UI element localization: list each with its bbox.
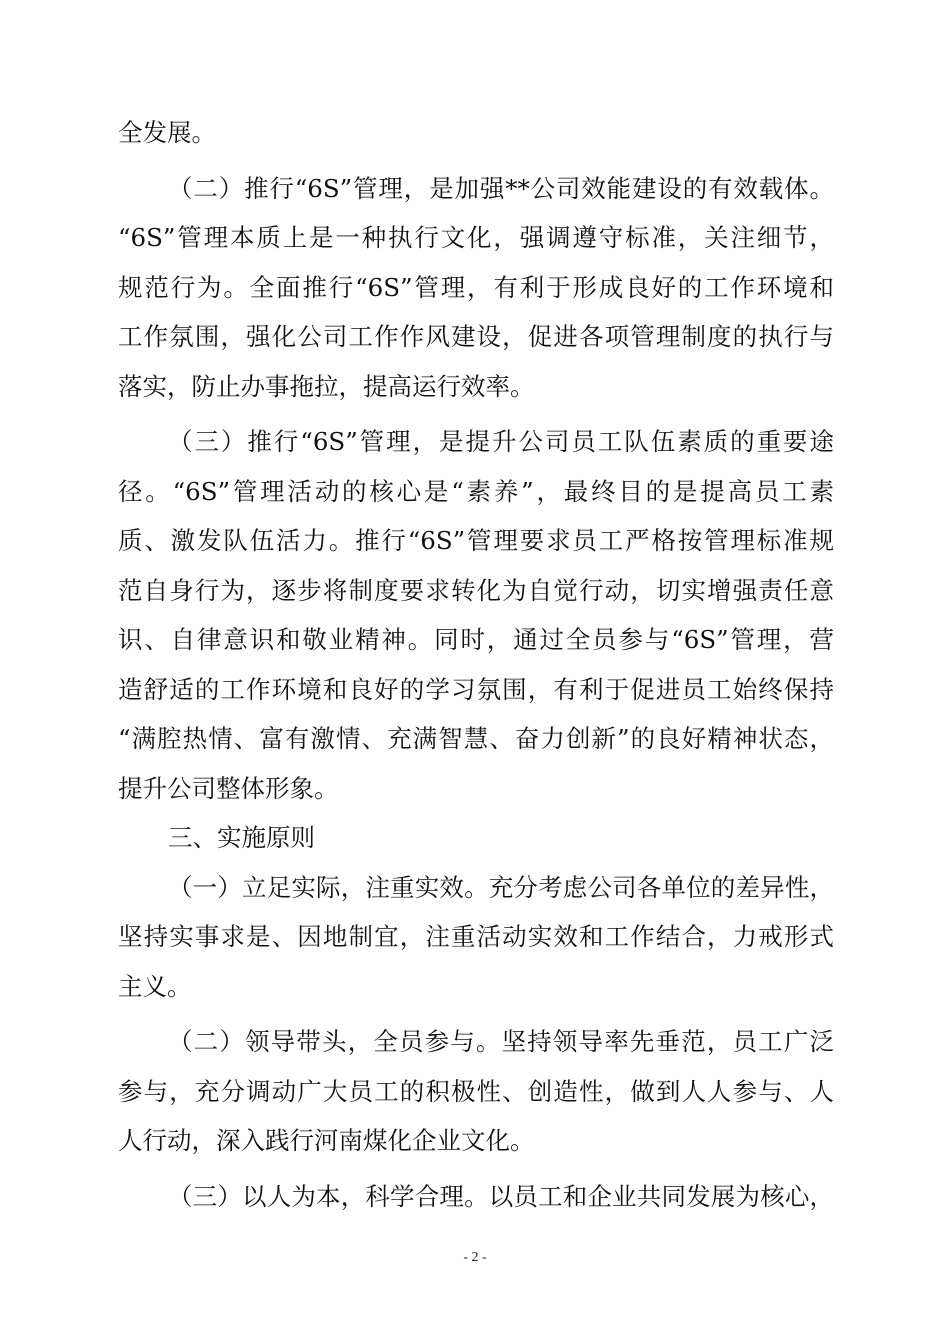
paragraph-line: 人行动，深入践行河南煤化企业文化。: [118, 1126, 535, 1155]
paragraph-line: 径。“6S”管理活动的核心是“素养”，最终目的是提高员工素: [118, 476, 834, 506]
paragraph-line: 质、激发队伍活力。推行“6S”管理要求员工严格按管理标准规: [118, 526, 834, 555]
paragraph-line: “满腔热情、富有激情、充满智慧、奋力创新”的良好精神状态，: [118, 724, 834, 753]
paragraph-line: 全发展。: [118, 118, 216, 147]
paragraph-line: 规范行为。全面推行“6S”管理，有利于形成良好的工作环境和: [118, 272, 834, 302]
paragraph-line: （三）以人为本，科学合理。以员工和企业共同发展为核心，: [168, 1181, 834, 1211]
paragraph-line: 坚持实事求是、因地制宜，注重活动实效和工作结合，力戒形式: [118, 922, 834, 951]
paragraph-line: 参与，充分调动广大员工的积极性、创造性，做到人人参与、人: [118, 1076, 834, 1106]
paragraph-line: （二）领导带头，全员参与。坚持领导率先垂范，员工广泛: [168, 1027, 834, 1056]
page-number: - 2 -: [463, 1250, 487, 1265]
body-text: [118, 108, 834, 1221]
section-heading: 三、实施原则: [168, 823, 315, 852]
paragraph-line: 范自身行为，逐步将制度要求转化为自觉行动，切实增强责任意: [118, 575, 834, 605]
paragraph-line: 主义。: [118, 971, 192, 1001]
paragraph-line: （二）推行“6S”管理，是加强**公司效能建设的有效载体。: [168, 173, 834, 203]
paragraph-line: 识、自律意识和敬业精神。同时，通过全员参与“6S”管理，营: [118, 625, 834, 654]
paragraph-line: 工作氛围，强化公司工作作风建设，促进各项管理制度的执行与: [118, 322, 834, 351]
paragraph-line: “6S”管理本质上是一种执行文化，强调遵守标准，关注细节，: [118, 223, 834, 252]
paragraph-line: 造舒适的工作环境和良好的学习氛围，有利于促进员工始终保持: [118, 674, 834, 704]
paragraph-line: 提升公司整体形象。: [118, 773, 339, 803]
paragraph-line: （三）推行“6S”管理，是提升公司员工队伍素质的重要途: [168, 427, 834, 456]
paragraph-line: （一）立足实际，注重实效。充分考虑公司各单位的差异性，: [168, 872, 834, 902]
paragraph-line: 落实，防止办事拖拉，提高运行效率。: [118, 371, 535, 401]
